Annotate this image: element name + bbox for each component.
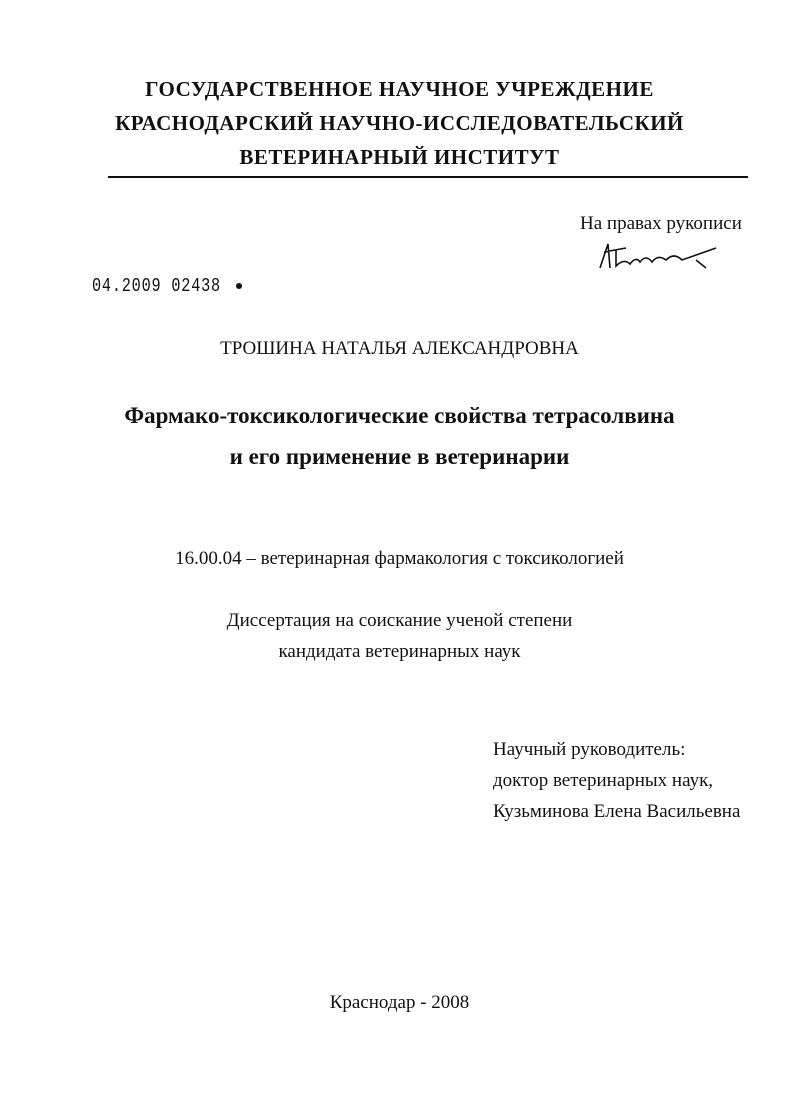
dissertation-title-line-2: и его применение в ветеринарии [229, 444, 570, 469]
signature [596, 238, 736, 274]
institution-line-1: ГОСУДАРСТВЕННОЕ НАУЧНОЕ УЧРЕЖДЕНИЕ [145, 77, 654, 101]
supervisor-name: Кузьминова Елена Васильевна [493, 801, 741, 822]
degree-line-1: Диссертация на соискание ученой степени [226, 610, 573, 631]
stamp-dot [236, 283, 242, 289]
institution-line-2: КРАСНОДАРСКИЙ НАУЧНО-ИССЛЕДОВАТЕЛЬСКИЙ [115, 111, 684, 135]
manuscript-note: На правах рукописи [580, 213, 742, 234]
degree-line-2: кандидата ветеринарных наук [278, 641, 521, 662]
registration-stamp-number: 04.2009 02438 [92, 275, 221, 297]
supervisor-degree: доктор ветеринарных наук, [493, 770, 714, 791]
author-name: ТРОШИНА НАТАЛЬЯ АЛЕКСАНДРОВНА [220, 338, 579, 359]
dissertation-title-line-1: Фармако-токсикологические свойства тетрасолвина [124, 403, 675, 428]
institution-line-3: ВЕТЕРИНАРНЫЙ ИНСТИТУТ [239, 145, 560, 169]
city-year: Краснодар - 2008 [329, 992, 470, 1013]
supervisor-label: Научный руководитель: [493, 739, 686, 760]
specialty: 16.00.04 – ветеринарная фармакология с токсикологией [175, 548, 624, 569]
header-rule [108, 176, 748, 178]
